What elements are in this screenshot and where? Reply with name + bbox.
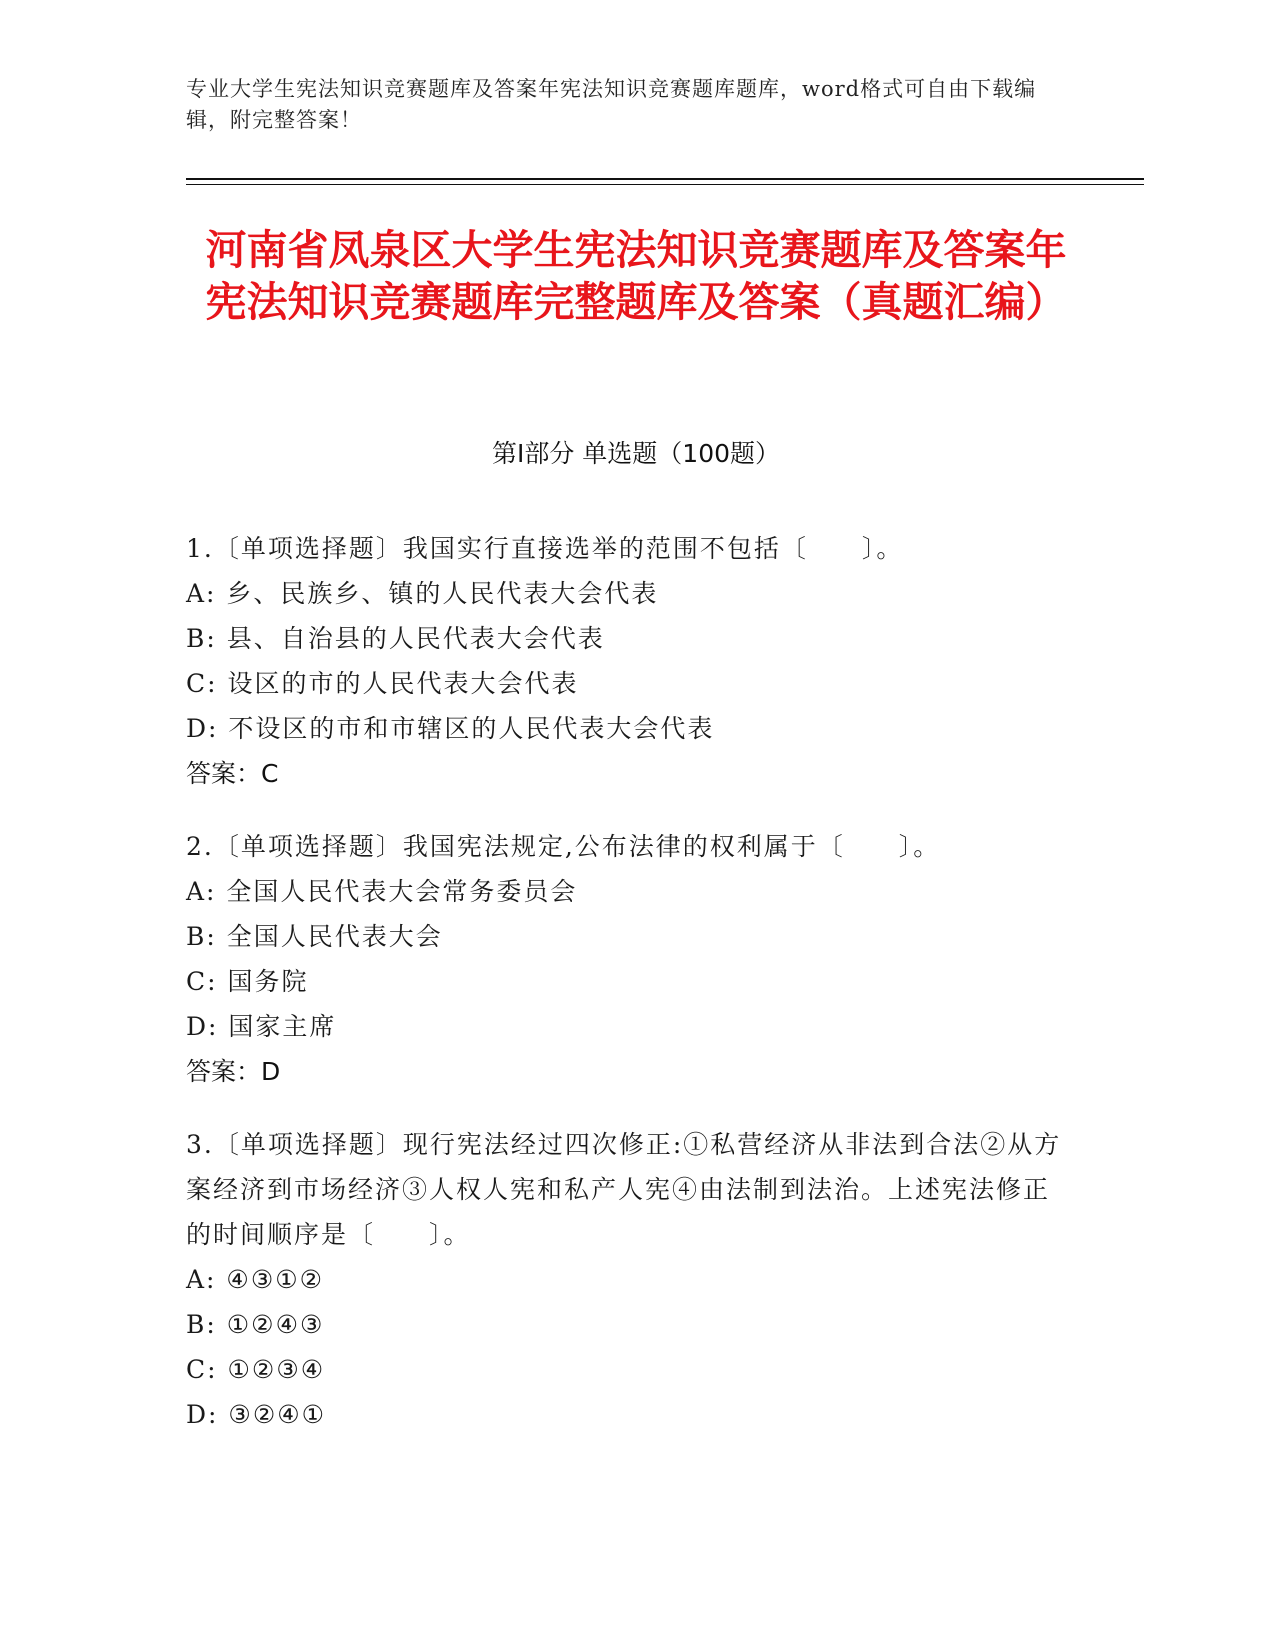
option-b: B: 县、自治县的人民代表大会代表: [186, 624, 605, 653]
question-list: [186, 526, 1066, 1465]
option-a: A: 乡、民族乡、镇的人民代表大会代表: [186, 579, 659, 608]
option-c: C: 设区的市的人民代表大会代表: [186, 669, 579, 698]
option-a: A: 全国人民代表大会常务委员会: [186, 877, 578, 906]
question-stem: 2.〔单项选择题〕我国宪法规定,公布法律的权利属于〔 〕。: [186, 832, 941, 861]
question-stem: 3.〔单项选择题〕现行宪法经过四次修正:①私营经济从非法到合法②从方案经济到市场经济③人权人宪和私产人宪④由法制到法治。上述宪法修正的时间顺序是〔 〕。: [186, 1130, 1062, 1249]
header-rule-thick: [186, 178, 1144, 180]
option-d: D: 国家主席: [186, 1012, 337, 1041]
option-c: C: 国务院: [186, 967, 309, 996]
header-rule-thin: [186, 184, 1144, 185]
option-c: C: ①②③④: [186, 1355, 326, 1384]
section-heading: 第Ⅰ部分 单选题（100题）: [491, 439, 781, 468]
answer: 答案：C: [186, 759, 279, 788]
question-3: [186, 1122, 1066, 1437]
question-1: [186, 526, 1066, 796]
option-d: D: 不设区的市和市辖区的人民代表大会代表: [186, 714, 715, 743]
option-b: B: ①②④③: [186, 1310, 325, 1339]
option-b: B: 全国人民代表大会: [186, 922, 443, 951]
option-d: D: ③②④①: [186, 1400, 327, 1429]
document-title: 河南省凤泉区大学生宪法知识竞赛题库及答案年宪法知识竞赛题库完整题库及答案（真题汇编）: [205, 226, 1067, 326]
header-note: 专业大学生宪法知识竞赛题库及答案年宪法知识竞赛题库题库，word格式可自由下载编辑，附完整答案！: [186, 77, 1037, 132]
option-a: A: ④③①②: [186, 1265, 325, 1294]
question-stem: 1.〔单项选择题〕我国实行直接选举的范围不包括〔 〕。: [186, 534, 904, 563]
answer: 答案：D: [186, 1057, 281, 1086]
question-2: [186, 824, 1066, 1094]
